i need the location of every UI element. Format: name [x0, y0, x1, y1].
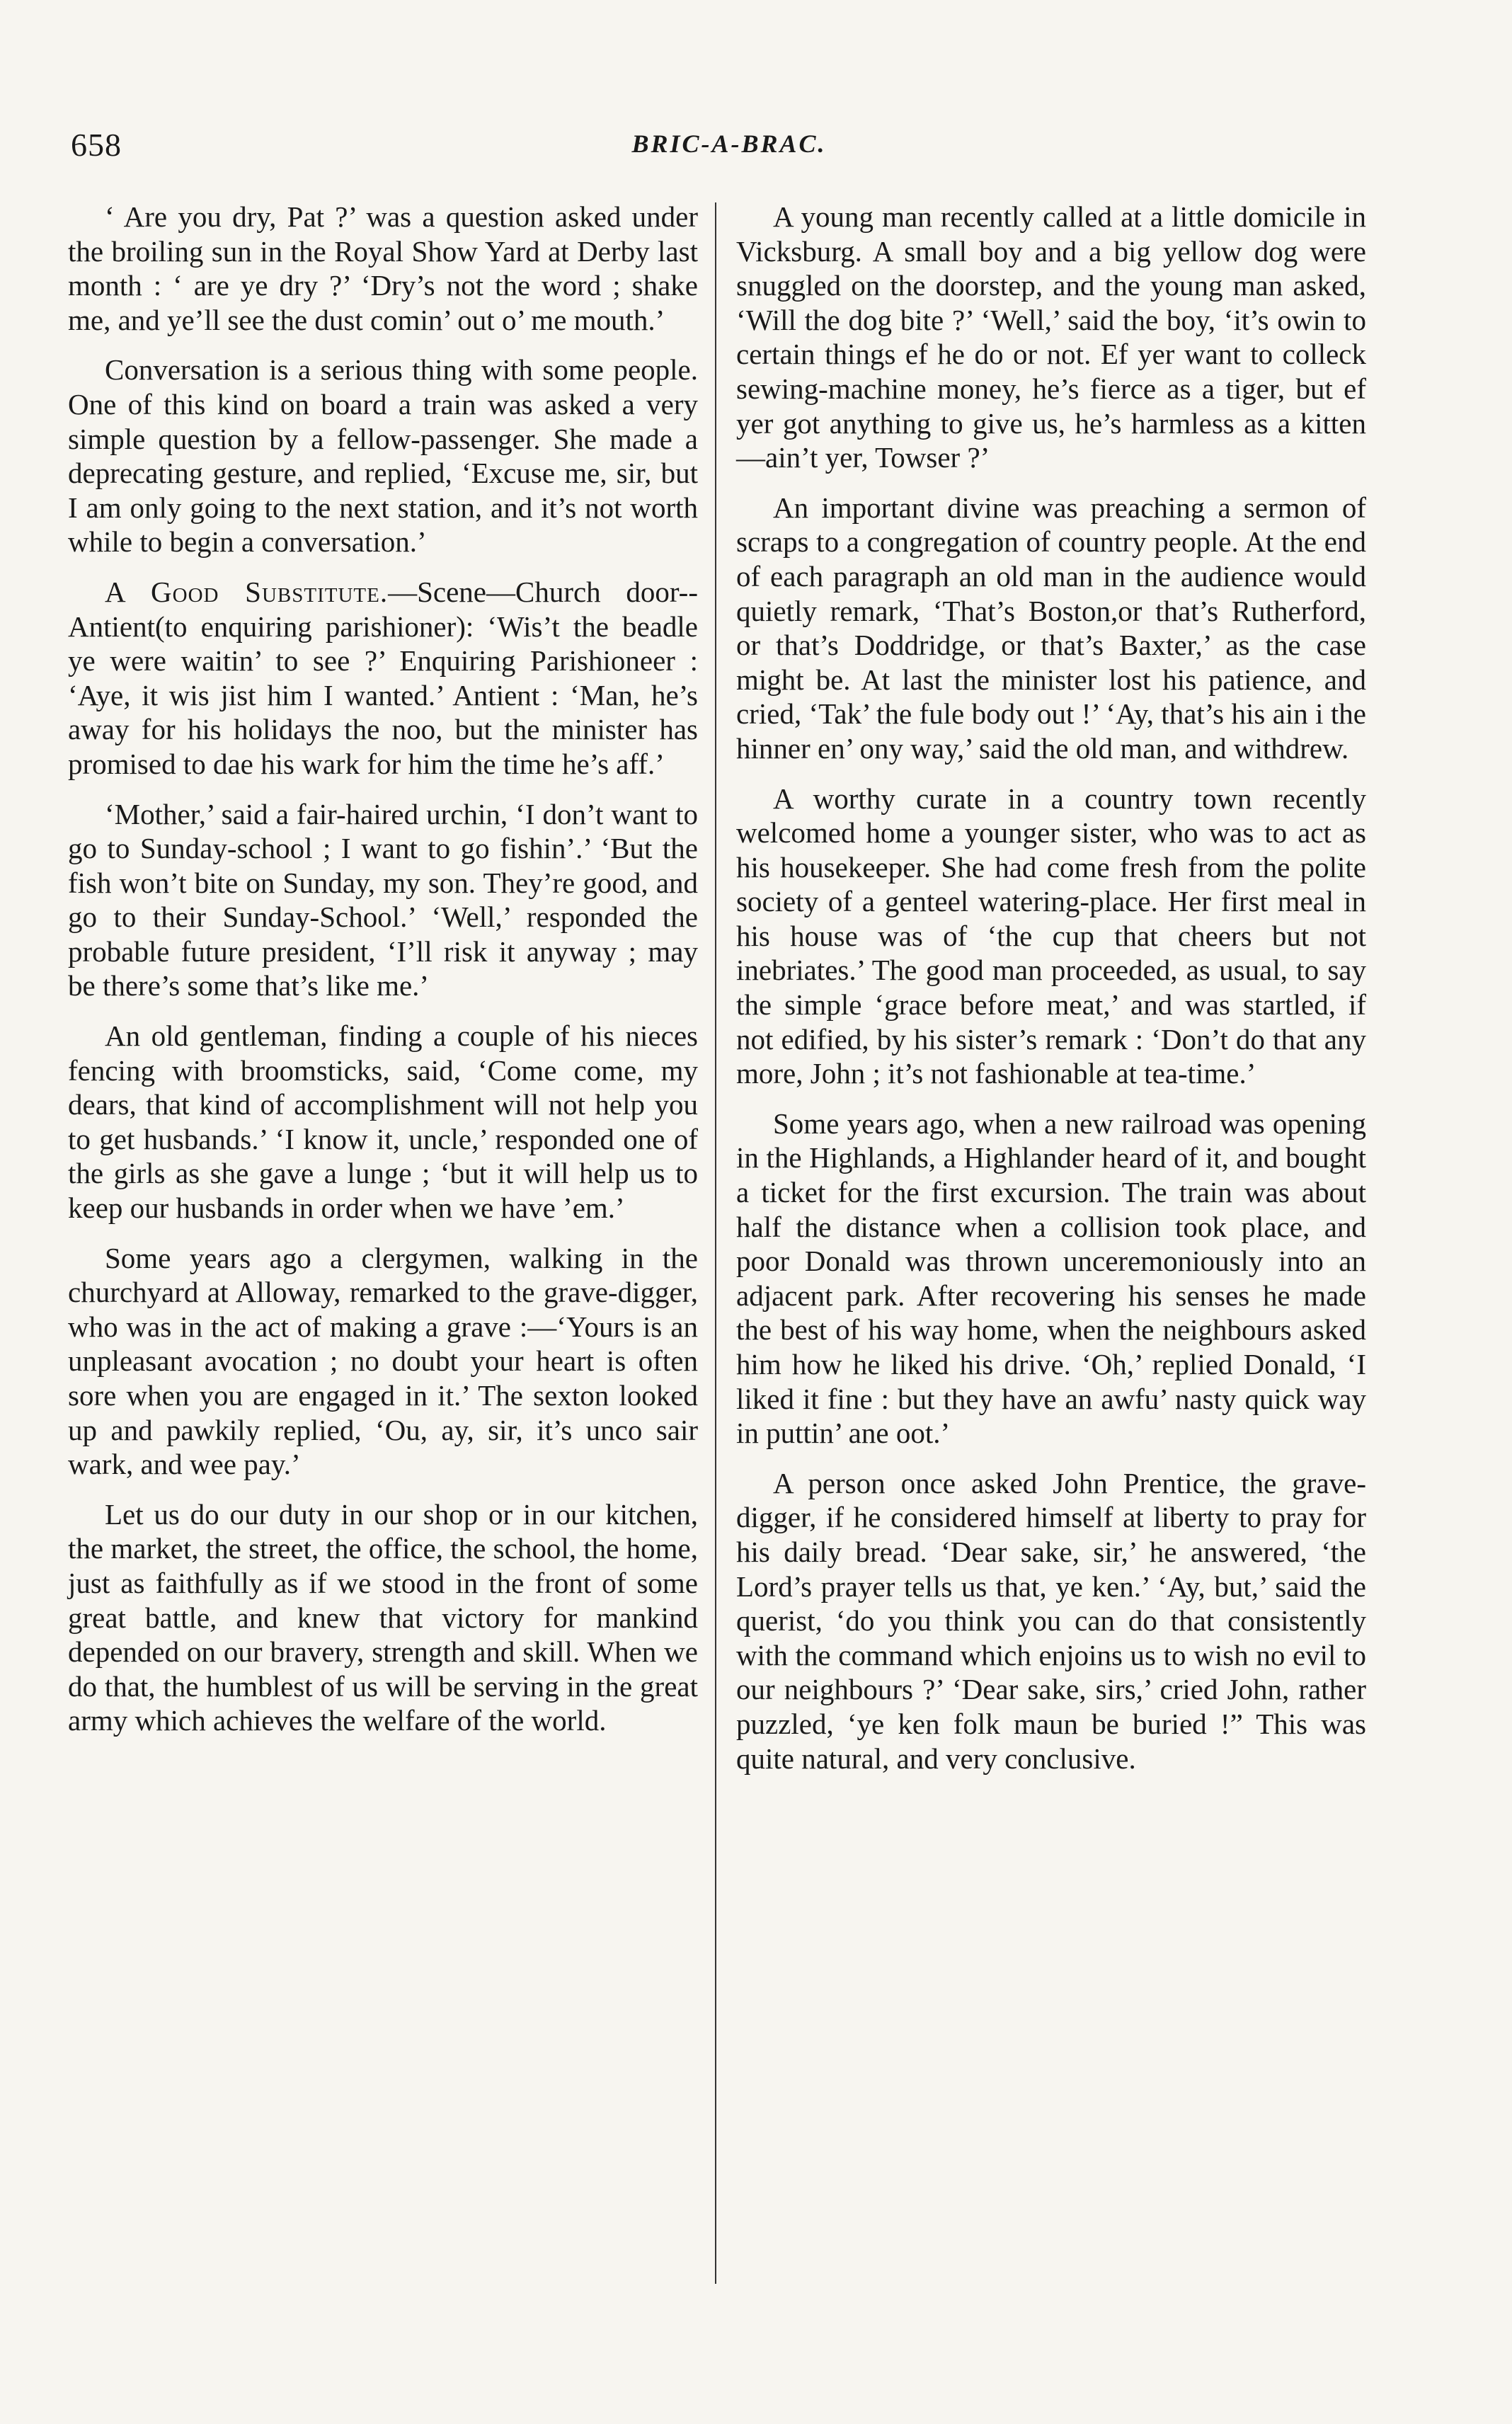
paragraph: ‘ Are you dry, Pat ?’ was a question asked under the broiling sun in the Royal Show Yard at Derby last month : ‘ are ye dry ?’ ‘Dry’s not the word ; shake me, and ye’ll see the dust comin’ out o’ me mouth.’ — [68, 200, 698, 336]
paragraph-lead: A Good Substitute. — [105, 575, 389, 608]
left-column — [68, 200, 698, 1754]
page-header — [71, 126, 1387, 176]
paragraph — [68, 575, 698, 782]
paragraph: A worthy curate in a country town recently welcomed home a younger sister, who was to act as his housekeeper. She had come fresh from the polite society of a genteel watering-place. Her first meal in his house was of ‘the cup that cheers but not inebriates.’ The good man proceeded, as usual, to say the simple ‘grace before meat,’ and was startled, if not edified, by his sister’s remark : ‘Don’t do that any more, John ; it’s not fashionable at tea-time.’ — [736, 782, 1366, 1090]
column-divider — [715, 202, 716, 2284]
paragraph: Let us do our duty in our shop or in our kitchen, the market, the street, the office, the school, the home, just as faithfully as if we stood in the front of some great battle, and knew that victory for mankind depended on our bravery, strength and skill. When we do that, the humblest of us will be serving in the great army which achieves the welfare of the world. — [68, 1497, 698, 1737]
paragraph: A person once asked John Prentice, the grave-digger, if he considered himself at liberty to pray for his daily bread. ‘Dear sake, sir,’ he answered, ‘the Lord’s prayer tells us that, ye ken.’ ‘Ay, but,’ said the querist, ‘do you think you can do that consistently with the command which enjoins us to wish no evil to our neighbours ?’ ‘Dear sake, sirs,’ cried John, rather puzzled, ‘ye ken folk maun be buried !” This was quite natural, and very conclusive. — [736, 1466, 1366, 1775]
paragraph: Some years ago a clergymen, walking in the churchyard at Alloway, remarked to the grave-digger, who was in the act of making a grave :—‘Yours is an unpleasant avocation ; no doubt your heart is often sore when you are engaged in it.’ The sexton looked up and pawkily replied, ‘Ou, ay, sir, it’s unco sair wark, and wee pay.’ — [68, 1241, 698, 1481]
running-head: BRIC-A-BRAC. — [631, 130, 827, 158]
paragraph: An old gentleman, finding a couple of his nieces fencing with broomsticks, said, ‘Come come, my dears, that kind of accomplishment will not help you to get husbands.’ ‘I know it, uncle,’ responded one of the girls as she gave a lunge ; ‘but it will help us to keep our husbands in order when we have ’em.’ — [68, 1019, 698, 1225]
paragraph: Some years ago, when a new railroad was opening in the Highlands, a Highlander heard of it, and bought a ticket for the first excursion. The train was about half the distance when a collision took place, and poor Donald was thrown unceremoniously into an adjacent park. After recovering his senses he made the best of his way home, when the neighbours asked him how he liked his drive. ‘Oh,’ replied Donald, ‘I liked it fine : but they have an awfu’ nasty quick way in puttin’ ane oot.’ — [736, 1107, 1366, 1450]
paragraph-body: —Scene—Church door--Antient(to enquiring parishioner): ‘Wis’t the beadle ye were waitin’ to see ?’ Enquiring Parishioneer : ‘Aye, it wis jist him I wanted.’ Antient : ‘Man, he’s away for his holidays the noo, but the minister has promised to dae his wark for him the time he’s aff.’ — [68, 575, 698, 780]
right-column — [736, 200, 1366, 1791]
paragraph: An important divine was preaching a sermon of scraps to a congregation of country people. At the end of each paragraph an old man in the audience would quietly remark, ‘That’s Boston,or that’s Rutherford, or that’s Doddridge, or that’s Baxter,’ as the case might be. At last the minister lost his patience, and cried, ‘Tak’ the fule body out !’ ‘Ay, that’s his ain i the hinner en’ ony way,’ said the old man, and withdrew. — [736, 491, 1366, 765]
paragraph: A young man recently called at a little domicile in Vicksburg. A small boy and a big yellow dog were snuggled on the doorstep, and the young man asked, ‘Will the dog bite ?’ ‘Well,’ said the boy, ‘it’s owin to certain things ef he do or not. Ef yer want to colleck sewing-machine money, he’s fierce as a tiger, but ef yer got anything to give us, he’s harmless as a kitten—ain’t yer, Towser ?’ — [736, 200, 1366, 474]
page-number: 658 — [71, 127, 122, 163]
paragraph: Conversation is a serious thing with some people. One of this kind on board a train was asked a very simple question by a fellow-passenger. She made a deprecating gesture, and replied, ‘Excuse me, sir, but I am only going to the next station, and it’s not worth while to begin a conversation.’ — [68, 353, 698, 559]
paragraph: ‘Mother,’ said a fair-haired urchin, ‘I don’t want to go to Sunday-school ; I want to go fishin’.’ ‘But the fish won’t bite on Sunday, my son. They’re good, and go to their Sunday-School.’ ‘Well,’ responded the probable future president, ‘I’ll risk it anyway ; may be there’s some that’s like me.’ — [68, 797, 698, 1002]
